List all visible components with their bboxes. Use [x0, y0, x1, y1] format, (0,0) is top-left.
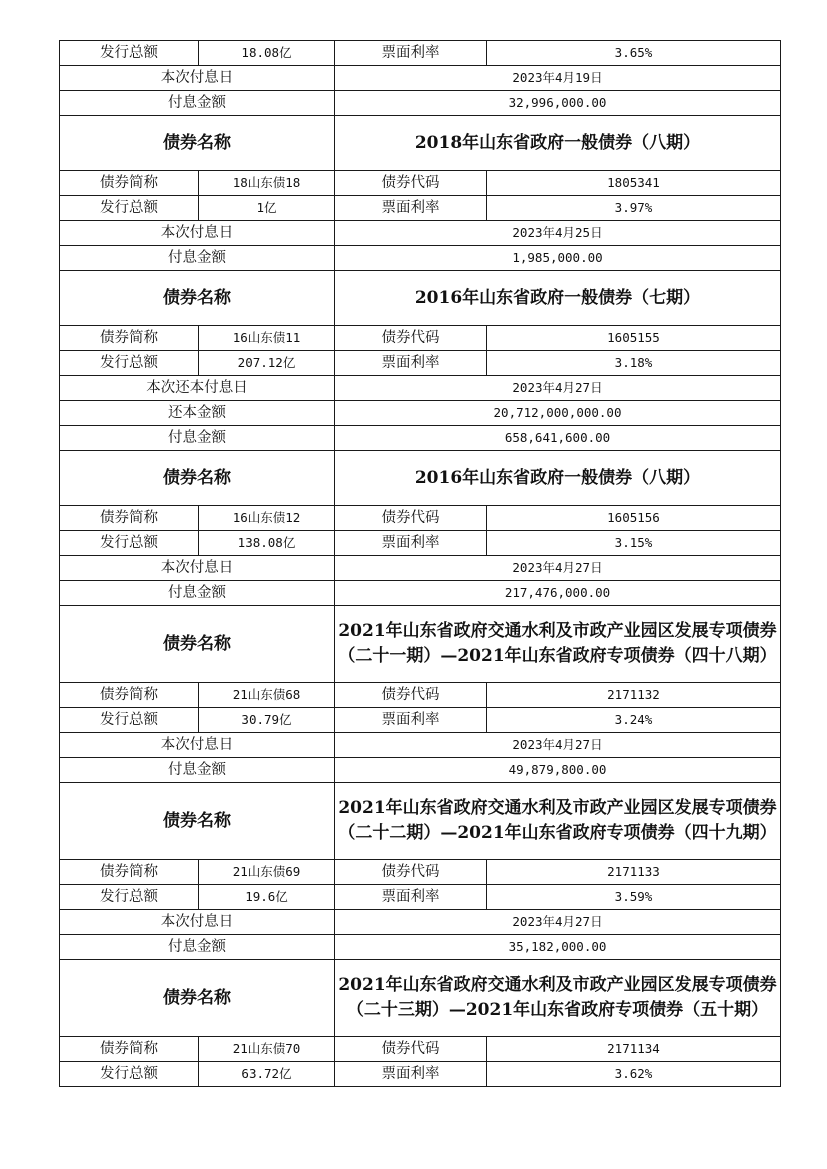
principal-amount-value: 20,712,000,000.00 [335, 401, 781, 426]
bond-name-label: 债券名称 [60, 960, 335, 1037]
table-row [60, 683, 781, 708]
table-row [60, 376, 781, 401]
short-name-value: 21山东债69 [199, 860, 335, 885]
table-row [60, 860, 781, 885]
table-row [60, 221, 781, 246]
payment-date-value: 2023年4月27日 [335, 910, 781, 935]
repayment-date-label: 本次还本付息日 [60, 376, 335, 401]
issue-total-label: 发行总额 [60, 1062, 199, 1087]
issue-total-value: 1亿 [199, 196, 335, 221]
bond-name-value: 2021年山东省政府交通水利及市政产业园区发展专项债券（二十三期）—2021年山东省政府专项债券（五十期） [335, 960, 781, 1037]
short-name-value: 16山东债11 [199, 326, 335, 351]
coupon-rate-label: 票面利率 [335, 351, 487, 376]
short-name-label: 债券简称 [60, 326, 199, 351]
table-row [60, 910, 781, 935]
bond-code-label: 债券代码 [335, 171, 487, 196]
interest-amount-label: 付息金额 [60, 758, 335, 783]
payment-date-value: 2023年4月27日 [335, 733, 781, 758]
bond-table [59, 40, 781, 1087]
bond-name-row [60, 606, 781, 683]
issue-total-value: 138.08亿 [199, 531, 335, 556]
payment-date-label: 本次付息日 [60, 910, 335, 935]
payment-date-label: 本次付息日 [60, 556, 335, 581]
short-name-label: 债券简称 [60, 860, 199, 885]
table-row [60, 581, 781, 606]
interest-amount-label: 付息金额 [60, 91, 335, 116]
table-row [60, 351, 781, 376]
table-row [60, 1037, 781, 1062]
bond-code-value: 1605155 [487, 326, 781, 351]
payment-date-value: 2023年4月27日 [335, 556, 781, 581]
issue-total-label: 发行总额 [60, 196, 199, 221]
bond-code-value: 1805341 [487, 171, 781, 196]
coupon-rate-label: 票面利率 [335, 885, 487, 910]
table-row [60, 41, 781, 66]
table-row [60, 935, 781, 960]
interest-amount-value: 1,985,000.00 [335, 246, 781, 271]
bond-name-label: 债券名称 [60, 451, 335, 506]
issue-total-value: 19.6亿 [199, 885, 335, 910]
interest-amount-value: 49,879,800.00 [335, 758, 781, 783]
table-row [60, 66, 781, 91]
payment-date-value: 2023年4月25日 [335, 221, 781, 246]
table-row [60, 708, 781, 733]
short-name-label: 债券简称 [60, 683, 199, 708]
bond-name-value: 2018年山东省政府一般债券（八期） [335, 116, 781, 171]
payment-date-label: 本次付息日 [60, 733, 335, 758]
short-name-value: 18山东债18 [199, 171, 335, 196]
payment-date-value: 2023年4月19日 [335, 66, 781, 91]
table-row [60, 171, 781, 196]
table-row [60, 196, 781, 221]
principal-amount-label: 还本金额 [60, 401, 335, 426]
bond-name-row [60, 271, 781, 326]
coupon-rate-value: 3.24% [487, 708, 781, 733]
coupon-rate-value: 3.18% [487, 351, 781, 376]
table-row [60, 246, 781, 271]
bond-name-label: 债券名称 [60, 271, 335, 326]
issue-total-value: 18.08亿 [199, 41, 335, 66]
payment-date-label: 本次付息日 [60, 66, 335, 91]
coupon-rate-label: 票面利率 [335, 1062, 487, 1087]
coupon-rate-value: 3.15% [487, 531, 781, 556]
interest-amount-value: 217,476,000.00 [335, 581, 781, 606]
interest-amount-label: 付息金额 [60, 581, 335, 606]
bond-name-row [60, 783, 781, 860]
repayment-date-value: 2023年4月27日 [335, 376, 781, 401]
short-name-value: 16山东债12 [199, 506, 335, 531]
coupon-rate-value: 3.65% [487, 41, 781, 66]
issue-total-value: 207.12亿 [199, 351, 335, 376]
bond-name-label: 债券名称 [60, 783, 335, 860]
bond-code-label: 债券代码 [335, 326, 487, 351]
coupon-rate-value: 3.59% [487, 885, 781, 910]
table-row [60, 401, 781, 426]
bond-name-label: 债券名称 [60, 116, 335, 171]
bond-name-label: 债券名称 [60, 606, 335, 683]
short-name-label: 债券简称 [60, 1037, 199, 1062]
bond-code-value: 2171132 [487, 683, 781, 708]
bond-code-label: 债券代码 [335, 1037, 487, 1062]
coupon-rate-value: 3.62% [487, 1062, 781, 1087]
issue-total-label: 发行总额 [60, 41, 199, 66]
issue-total-label: 发行总额 [60, 885, 199, 910]
bond-name-value: 2016年山东省政府一般债券（七期） [335, 271, 781, 326]
interest-amount-label: 付息金额 [60, 426, 335, 451]
bond-code-label: 债券代码 [335, 506, 487, 531]
bond-code-value: 1605156 [487, 506, 781, 531]
interest-amount-value: 32,996,000.00 [335, 91, 781, 116]
short-name-label: 债券简称 [60, 506, 199, 531]
issue-total-value: 63.72亿 [199, 1062, 335, 1087]
issue-total-value: 30.79亿 [199, 708, 335, 733]
table-row [60, 91, 781, 116]
issue-total-label: 发行总额 [60, 351, 199, 376]
interest-amount-value: 35,182,000.00 [335, 935, 781, 960]
table-row [60, 556, 781, 581]
bond-code-value: 2171133 [487, 860, 781, 885]
interest-amount-value: 658,641,600.00 [335, 426, 781, 451]
bond-code-value: 2171134 [487, 1037, 781, 1062]
short-name-label: 债券简称 [60, 171, 199, 196]
coupon-rate-value: 3.97% [487, 196, 781, 221]
bond-name-value: 2016年山东省政府一般债券（八期） [335, 451, 781, 506]
short-name-value: 21山东债70 [199, 1037, 335, 1062]
bond-name-value: 2021年山东省政府交通水利及市政产业园区发展专项债券（二十一期）—2021年山东省政府专项债券（四十八期） [335, 606, 781, 683]
bond-name-row [60, 116, 781, 171]
table-row [60, 506, 781, 531]
table-row [60, 1062, 781, 1087]
table-row [60, 326, 781, 351]
table-row [60, 733, 781, 758]
coupon-rate-label: 票面利率 [335, 531, 487, 556]
table-row [60, 531, 781, 556]
table-row [60, 758, 781, 783]
issue-total-label: 发行总额 [60, 708, 199, 733]
short-name-value: 21山东债68 [199, 683, 335, 708]
bond-code-label: 债券代码 [335, 683, 487, 708]
table-row [60, 426, 781, 451]
interest-amount-label: 付息金额 [60, 246, 335, 271]
table-row [60, 885, 781, 910]
interest-amount-label: 付息金额 [60, 935, 335, 960]
bond-payment-document [59, 40, 780, 1087]
coupon-rate-label: 票面利率 [335, 708, 487, 733]
bond-code-label: 债券代码 [335, 860, 487, 885]
coupon-rate-label: 票面利率 [335, 41, 487, 66]
bond-name-row [60, 451, 781, 506]
bond-name-row [60, 960, 781, 1037]
bond-name-value: 2021年山东省政府交通水利及市政产业园区发展专项债券（二十二期）—2021年山东省政府专项债券（四十九期） [335, 783, 781, 860]
payment-date-label: 本次付息日 [60, 221, 335, 246]
coupon-rate-label: 票面利率 [335, 196, 487, 221]
issue-total-label: 发行总额 [60, 531, 199, 556]
